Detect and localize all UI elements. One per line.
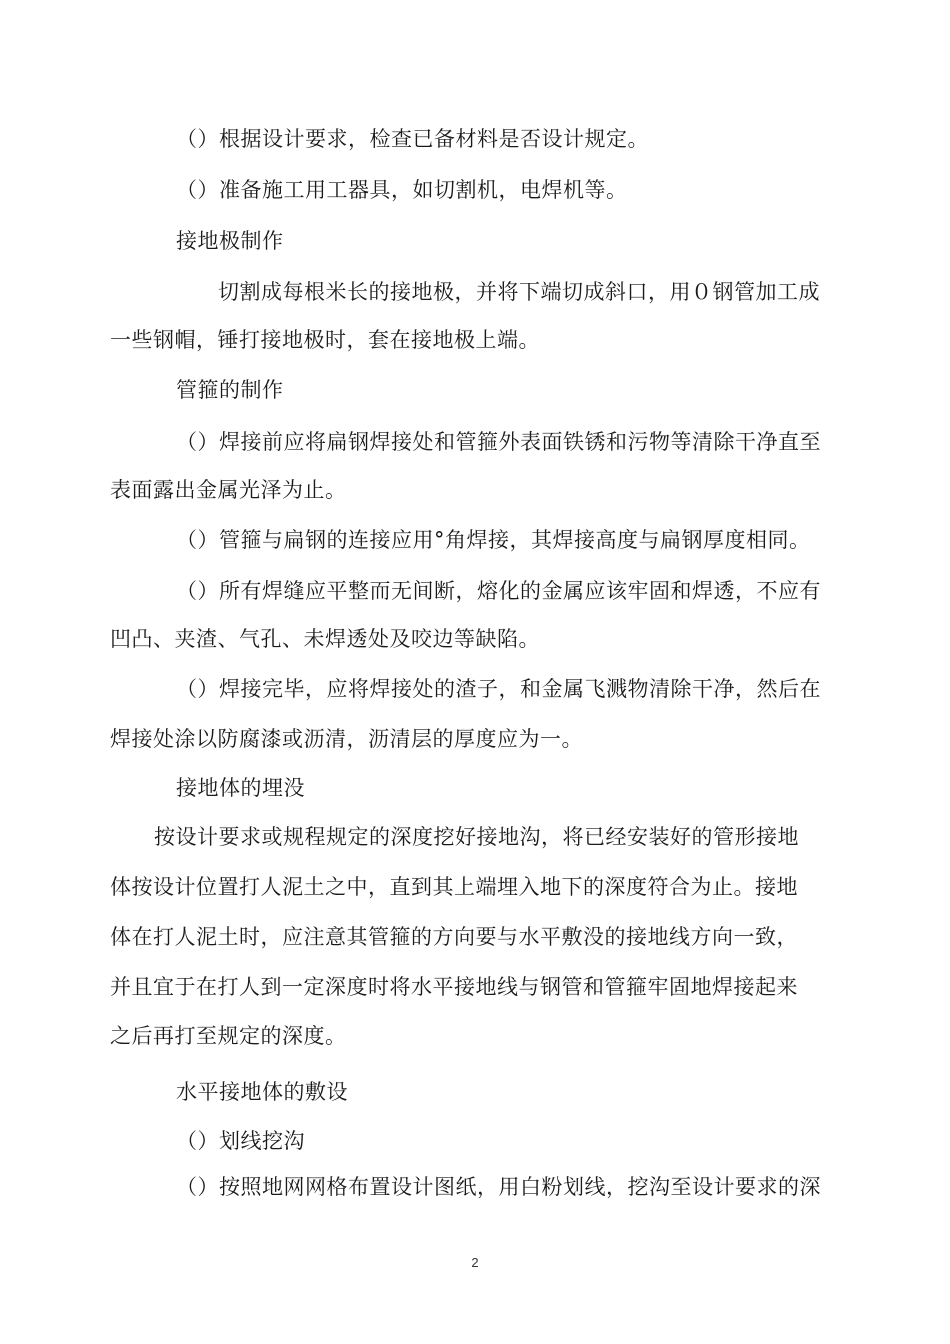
paragraph-line: 并且宜于在打人到一定深度时将水平接地线与钢管和管箍牢固地焊接起来 [110, 975, 798, 999]
section-heading: 水平接地体的敷设 [176, 1080, 348, 1104]
paragraph-line: （）焊接前应将扁钢焊接处和管箍外表面铁锈和污物等清除干净直至 [176, 430, 821, 454]
paragraph-line: 体在打人泥土时，应注意其管箍的方向要与水平敷没的接地线方向一致， [110, 925, 798, 949]
page-number: 2 [471, 1255, 479, 1270]
paragraph-line: （）根据设计要求，检查已备材料是否设计规定。 [176, 127, 649, 151]
paragraph-line: 凹凸、夹渣、气孔、未焊透处及咬边等缺陷。 [110, 627, 540, 651]
section-heading: 接地极制作 [176, 229, 284, 253]
paragraph-line: 切割成每根米长的接地极，并将下端切成斜口，用０钢管加工成 [218, 280, 820, 304]
paragraph-line: 表面露出金属光泽为止。 [110, 478, 347, 502]
paragraph-line: 焊接处涂以防腐漆或沥清，沥清层的厚度应为一。 [110, 727, 583, 751]
section-heading: 接地体的埋没 [176, 776, 305, 800]
paragraph-line: （）划线挖沟 [176, 1129, 305, 1153]
paragraph-line: 之后再打至规定的深度。 [110, 1024, 347, 1048]
section-heading: 管箍的制作 [176, 378, 284, 402]
paragraph-line: （）按照地网网格布置设计图纸，用白粉划线，挖沟至设计要求的深 [176, 1175, 821, 1199]
paragraph-line: （）准备施工用工器具，如切割机，电焊机等。 [176, 178, 628, 202]
paragraph-line: 一些钢帽，锤打接地极时，套在接地极上端。 [110, 328, 540, 352]
paragraph-line: （）焊接完毕，应将焊接处的渣子，和金属飞溅物清除干净，然后在 [176, 677, 821, 701]
paragraph-line: （）管箍与扁钢的连接应用°角焊接，其焊接高度与扁钢厚度相同。 [176, 528, 811, 552]
paragraph-line: 体按设计位置打人泥土之中，直到其上端埋入地下的深度符合为止。接地 [110, 875, 798, 899]
paragraph-line: 按设计要求或规程规定的深度挖好接地沟，将已经安装好的管形接地 [154, 825, 799, 849]
paragraph-line: （）所有焊缝应平整而无间断，熔化的金属应该牢固和焊透，不应有 [176, 579, 821, 603]
